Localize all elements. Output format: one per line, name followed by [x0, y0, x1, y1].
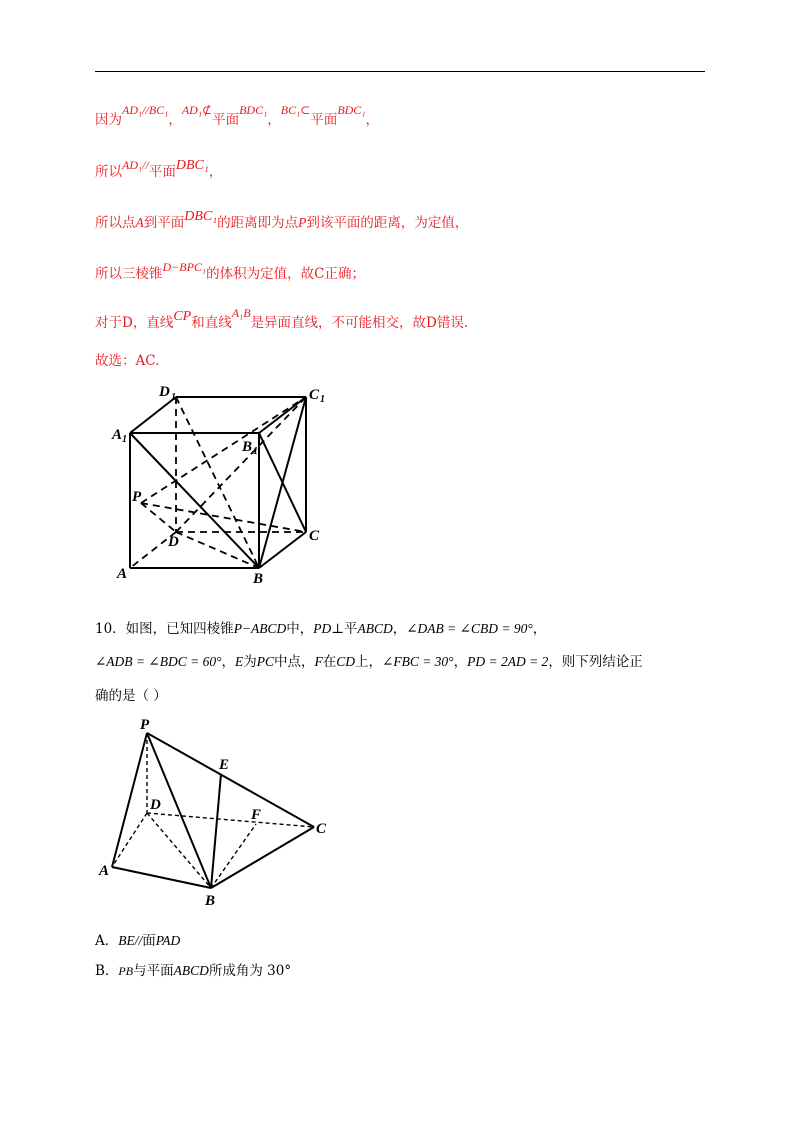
text: 所以三棱锥	[95, 266, 163, 282]
text: 为	[243, 654, 257, 670]
label-c: C	[316, 821, 327, 837]
text: 对于D，直线	[95, 315, 174, 331]
option-label: A．	[95, 933, 119, 949]
math: A₁B	[231, 306, 251, 320]
text: ，	[365, 112, 379, 128]
math: ∠FBC = 30°	[382, 654, 454, 669]
question-10-line-3: 确的是（ ）	[95, 688, 167, 704]
text: 中点，	[274, 654, 315, 670]
label-b1: B	[242, 439, 253, 455]
text: ，	[221, 654, 235, 670]
text: 与平面	[133, 963, 174, 979]
math: PD = 2AD = 2	[467, 654, 549, 669]
solution-line-5	[95, 306, 469, 332]
text: 在	[322, 654, 337, 670]
math: A	[135, 215, 144, 230]
math: ABCD	[173, 963, 209, 978]
math: BC₁⊂	[280, 103, 311, 117]
math: AD₁//	[122, 158, 149, 172]
text: 的体积为定值，故C正确；	[206, 266, 365, 282]
math: PD	[313, 621, 332, 636]
text: 是异面直线，不可能相交，故D错误.	[250, 315, 469, 331]
text: 面	[142, 933, 156, 949]
label-a: A	[99, 863, 110, 879]
text: 平面	[212, 112, 240, 128]
label-c1: C	[309, 387, 320, 403]
math: D−BPC₁	[162, 260, 207, 274]
math: ∠ADB = ∠BDC = 60°	[95, 654, 222, 669]
label-f: F	[251, 807, 262, 823]
math: BDC₁	[337, 103, 366, 117]
text: ，	[208, 164, 223, 180]
text: 到平面	[143, 215, 185, 231]
solution-line-3	[95, 211, 468, 232]
math: ∠DAB = ∠CBD = 90°	[406, 621, 533, 636]
math: DBC₁	[175, 158, 209, 173]
math: E	[234, 654, 244, 669]
text: ⊥平	[331, 621, 358, 637]
text: ，	[392, 621, 407, 637]
label-sub: 1	[320, 394, 325, 405]
header-rule	[95, 71, 705, 72]
solution-answer: 故选：AC.	[95, 353, 160, 369]
math: CD	[336, 654, 356, 669]
math: BE//	[118, 933, 143, 948]
text: ，	[532, 621, 547, 637]
text: 平面	[310, 112, 338, 128]
question-10-line-1	[95, 617, 546, 637]
label-a1: A	[112, 427, 123, 443]
text: 中，	[286, 621, 314, 637]
math: DBC₁	[184, 209, 218, 224]
label-d: D	[168, 534, 179, 550]
text: 因为	[95, 112, 122, 128]
text: 和直线	[191, 315, 232, 331]
cube-figure	[105, 383, 335, 593]
text: 上，	[355, 654, 383, 670]
text: ，则下列结论正	[548, 654, 643, 670]
text: 的距离即为点	[217, 215, 299, 231]
text: 所成角为 30°	[208, 963, 292, 979]
text: ，	[267, 112, 281, 128]
solution-line-4	[95, 262, 365, 282]
solution-line-1	[95, 103, 379, 128]
option-b	[95, 959, 291, 979]
pyramid-figure	[95, 712, 335, 912]
math: PAD	[155, 933, 181, 948]
math: P−ABCD	[233, 621, 287, 636]
text: 到该平面的距离，为定值，	[306, 215, 469, 231]
label-d: D	[150, 797, 161, 813]
option-label: B．	[95, 963, 119, 979]
math: ABCD	[357, 621, 393, 636]
math: AD₁//BC₁	[122, 103, 169, 117]
text: ，	[453, 654, 468, 670]
label-p: P	[132, 489, 142, 505]
label-a: A	[117, 566, 128, 582]
text: ，	[168, 112, 182, 128]
label-sub: 1	[122, 434, 127, 445]
question-10-line-2	[95, 650, 643, 670]
label-e: E	[219, 757, 230, 773]
label-sub: 1	[253, 446, 258, 457]
math: PC	[256, 654, 274, 669]
text: 所以	[95, 164, 122, 180]
math: CP	[173, 309, 192, 324]
solution-line-2	[95, 160, 222, 181]
label-sub: 1	[171, 392, 176, 403]
text: 所以点	[95, 215, 136, 231]
math: PB	[118, 964, 134, 978]
label-d1: D	[159, 384, 170, 400]
math: F	[314, 654, 323, 669]
label-b: B	[253, 571, 264, 587]
text: 10．如图，已知四棱锥	[95, 621, 234, 637]
label-p: P	[140, 717, 150, 733]
math: AD₁⊄	[181, 103, 213, 117]
math: P	[298, 215, 307, 230]
math: BDC₁	[239, 103, 268, 117]
label-c: C	[309, 528, 320, 544]
option-a	[95, 929, 180, 949]
label-b: B	[205, 893, 216, 909]
text: 平面	[148, 164, 176, 180]
